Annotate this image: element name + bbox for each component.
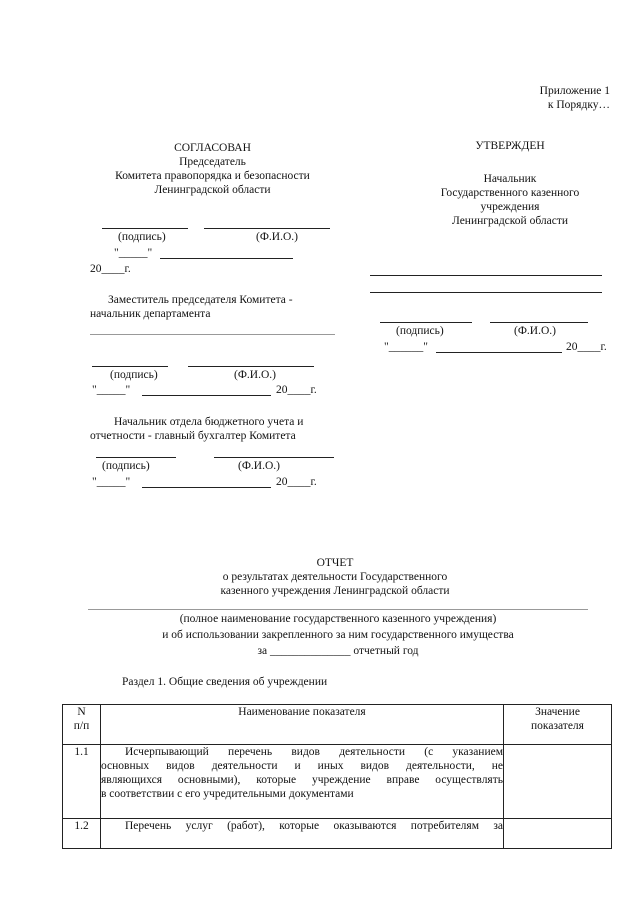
approved-signature-label: (подпись) [396, 325, 444, 337]
chief-signature-label: (подпись) [102, 460, 150, 472]
row-text-line: Перечень услуг (работ), которые оказываются потребителям за [125, 820, 503, 832]
report-note-2: и об использовании закрепленного за ним государственного имущества [162, 629, 514, 641]
deputy-date-month-line [142, 395, 271, 396]
table-row [63, 819, 612, 849]
agreed-fio-label: (Ф.И.О.) [256, 231, 298, 243]
row-value-cell [504, 819, 612, 849]
approved-signature-line [380, 322, 472, 323]
agreed-signature-line [102, 228, 188, 229]
report-title: ОТЧЕТ [316, 557, 354, 569]
approved-date-month-line [436, 352, 562, 353]
deputy-date-day: "_____" [92, 384, 131, 396]
report-period [0, 644, 640, 658]
deputy-date-year: 20____г. [276, 384, 317, 396]
report-subtitle-2: казенного учреждения Ленинградской области [220, 585, 450, 597]
row-text-line: в соответствии с его учредительными документами [101, 788, 354, 800]
approved-position: Начальник [483, 173, 537, 185]
table-row [63, 745, 612, 819]
deputy-name-line [90, 334, 335, 335]
table-header-row [63, 705, 612, 745]
deputy-fio-line [188, 366, 314, 367]
agreed-fio-line [204, 228, 330, 229]
deputy-line-1: Заместитель председателя Комитета - [108, 294, 293, 306]
header-value-line-1: Значение [535, 706, 580, 718]
row-num-cell: 1.2 [63, 819, 101, 849]
chief-fio-label: (Ф.И.О.) [238, 460, 280, 472]
header-num-cell [63, 705, 101, 745]
chief-date-year: 20____г. [276, 476, 317, 488]
approved-name-line-1 [370, 275, 602, 276]
row-text-line: Исчерпывающий перечень видов деятельности (с указанием [125, 746, 503, 758]
report-period-prefix: за [257, 645, 268, 657]
approved-region: Ленинградской области [451, 215, 569, 227]
deputy-signature-label: (подпись) [110, 369, 158, 381]
header-value-line-2: показателя [531, 720, 584, 732]
report-subtitle-1: о результатах деятельности Государственного [222, 571, 448, 583]
agreed-title: СОГЛАСОВАН [174, 142, 251, 154]
chief-fio-line [214, 457, 334, 458]
approved-date-year: 20____г. [566, 341, 607, 353]
approved-fio-label: (Ф.И.О.) [514, 325, 556, 337]
header-num-line-2: п/п [73, 720, 90, 732]
header-value-cell [504, 705, 612, 745]
agreed-region: Ленинградской области [154, 184, 271, 196]
report-period-suffix: отчетный год [353, 645, 419, 657]
section-title: Раздел 1. Общие сведения об учреждении [122, 676, 328, 688]
agreed-date-year: 20____г. [90, 263, 131, 275]
row-text-line: основных видов деятельности и иных видов деятельности, не [101, 760, 503, 772]
deputy-fio-label: (Ф.И.О.) [234, 369, 276, 381]
row-name-cell [101, 745, 504, 819]
chief-accountant-line-1: Начальник отдела бюджетного учета и [114, 416, 304, 428]
approved-name-line-2 [370, 292, 602, 293]
approved-fio-line [490, 322, 588, 323]
report-period-blank: ______________ [270, 645, 351, 657]
chief-date-month-line [142, 487, 271, 488]
agreed-position: Председатель [179, 156, 246, 168]
deputy-line-2: начальник департамента [90, 308, 211, 320]
approved-title: УТВЕРЖДЕН [475, 140, 545, 152]
approved-org-line-2: учреждения [480, 201, 540, 213]
row-num-cell: 1.1 [63, 745, 101, 819]
approved-org-line-1: Государственного казенного [440, 187, 580, 199]
header-name-cell: Наименование показателя [101, 705, 504, 745]
chief-date-day: "_____" [92, 476, 131, 488]
agreed-committee: Комитета правопорядка и безопасности [115, 170, 310, 182]
agreed-date-month-line [160, 258, 293, 259]
agreed-date-day: "_____" [114, 247, 153, 259]
appendix-line-1: Приложение 1 [539, 85, 610, 97]
chief-accountant-line-2: отчетности - главный бухгалтер Комитета [90, 430, 296, 442]
institution-name-line [88, 609, 588, 610]
deputy-signature-line [92, 366, 168, 367]
appendix-line-2: к Порядку… [547, 99, 610, 111]
row-value-cell [504, 745, 612, 819]
report-note-1: (полное наименование государственного казенного учреждения) [179, 613, 497, 625]
approved-date-day: "______" [384, 341, 428, 353]
row-name-cell [101, 819, 504, 849]
chief-signature-line [96, 457, 176, 458]
header-num-line-1: N [77, 706, 86, 718]
agreed-signature-label: (подпись) [118, 231, 166, 243]
row-text-line: являющихся основными), которые учреждение вправе осуществлять [101, 774, 503, 786]
indicators-table [62, 704, 612, 849]
